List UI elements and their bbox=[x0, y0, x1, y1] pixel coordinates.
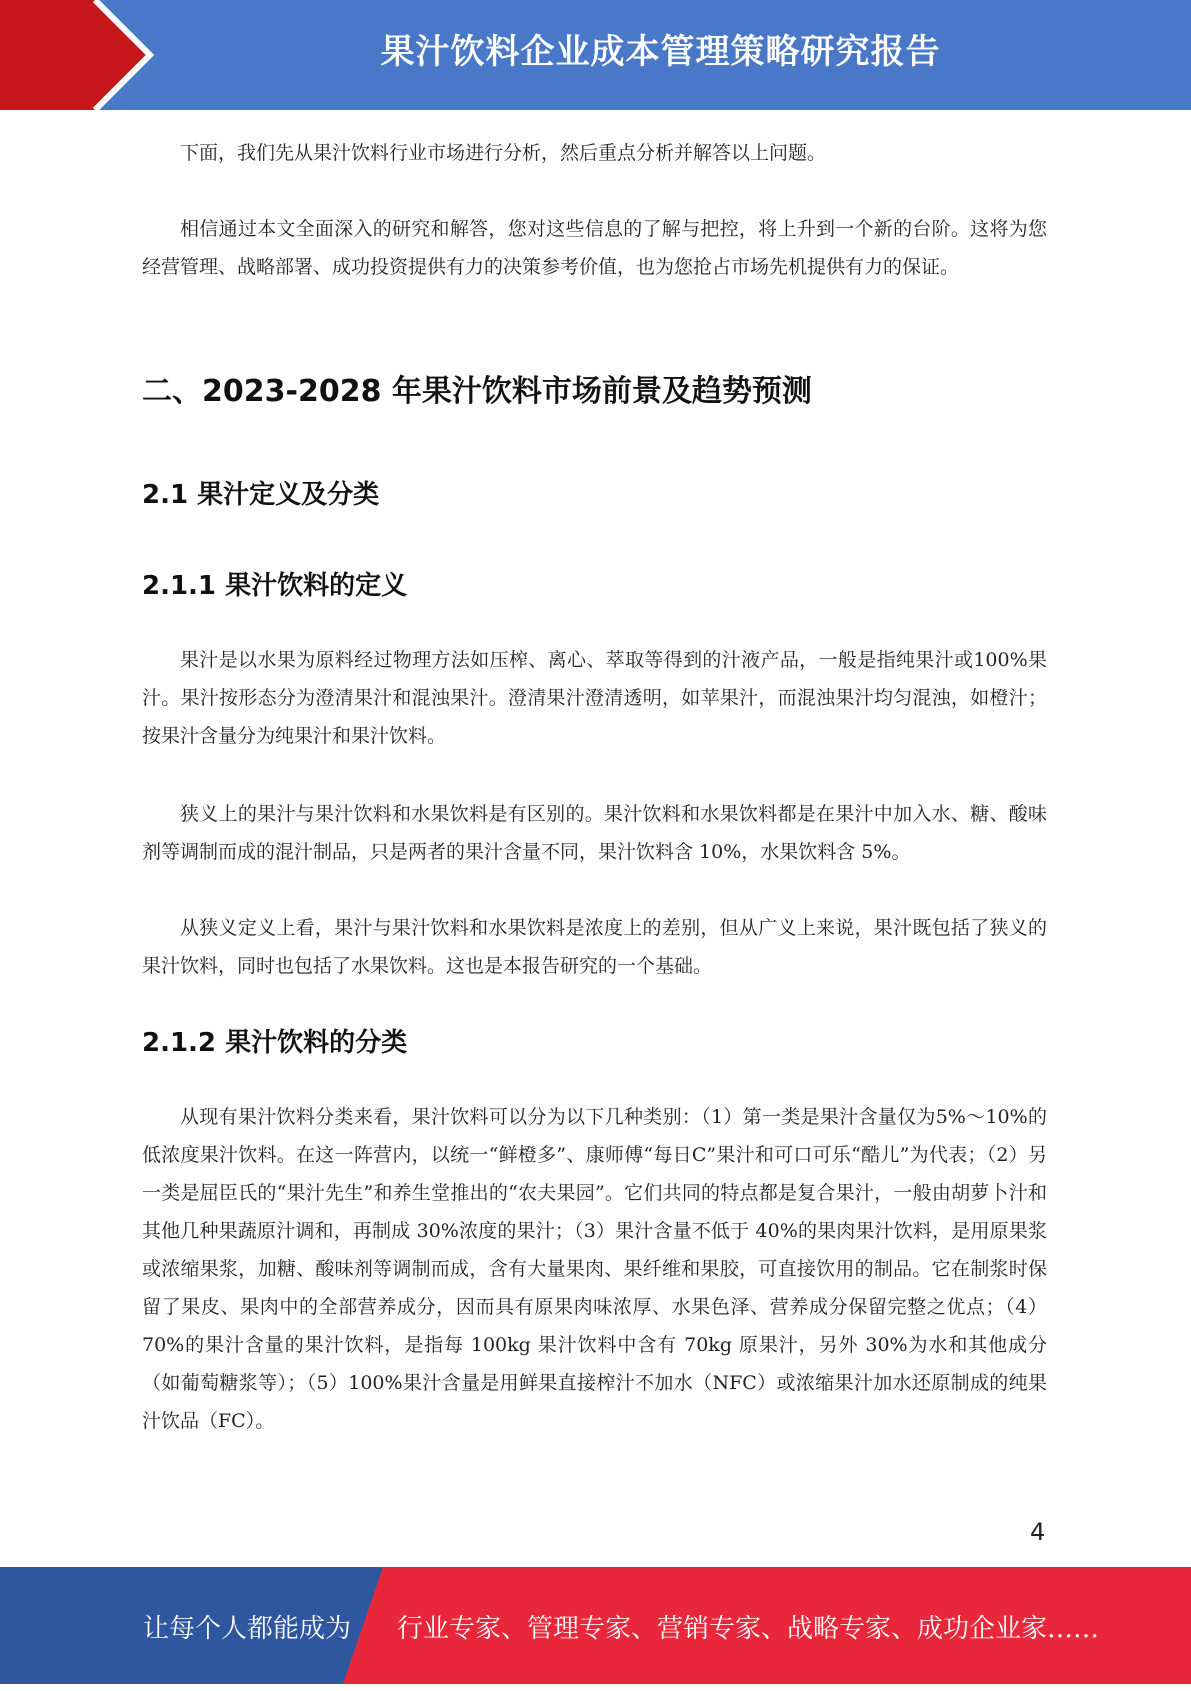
definition-block bbox=[142, 641, 1047, 755]
footer-slogan-left: 让每个人都能成为 bbox=[143, 1614, 352, 1644]
scope-block bbox=[142, 909, 1047, 985]
section-heading-2-1-1: 2.1.1 果汁饮料的定义 bbox=[142, 571, 408, 601]
header-banner bbox=[0, 0, 1191, 110]
paragraph-intro: 下面，我们先从果汁饮料行业市场进行分析，然后重点分析并解答以上问题。 bbox=[180, 142, 827, 164]
distinction-block bbox=[142, 795, 1047, 871]
classification-block bbox=[142, 1098, 1047, 1440]
paragraph-scope: 从狭义定义上看，果汁与果汁饮料和水果饮料是浓度上的差别，但从广义上来说，果汁既包括了狭义的果汁饮料，同时也包括了水果饮料。这也是本报告研究的一个基础。 bbox=[142, 917, 1047, 977]
paragraph-definition: 果汁是以水果为原料经过物理方法如压榨、离心、萃取等得到的汁液产品，一般是指纯果汁或100%果汁。果汁按形态分为澄清果汁和混浊果汁。澄清果汁澄清透明，如苹果汁，而混浊果汁均匀混浊，如橙汁；按果汁含量分为纯果汁和果汁饮料。 bbox=[142, 649, 1047, 747]
page-number: 4 bbox=[1030, 1518, 1046, 1546]
section-heading-2-1: 2.1 果汁定义及分类 bbox=[142, 480, 380, 510]
footer-banner bbox=[0, 1567, 1191, 1684]
footer-slogan-right: 行业专家、管理专家、营销专家、战略专家、成功企业家…… bbox=[397, 1614, 1100, 1644]
section-heading-2-1-2: 2.1.2 果汁饮料的分类 bbox=[142, 1028, 408, 1058]
section-heading-2: 二、2023-2028 年果汁饮料市场前景及趋势预测 bbox=[142, 374, 812, 409]
paragraph-value: 相信通过本文全面深入的研究和解答，您对这些信息的了解与把控，将上升到一个新的台阶。这将为您经营管理、战略部署、成功投资提供有力的决策参考价值，也为您抢占市场先机提供有力的保证。 bbox=[142, 218, 1047, 278]
intro-block bbox=[142, 134, 1047, 172]
paragraph-classification: 从现有果汁饮料分类来看，果汁饮料可以分为以下几种类别：（1）第一类是果汁含量仅为5%～10%的低浓度果汁饮料。在这一阵营内，以统一“鲜橙多”、康师傅“每日C”果汁和可口可乐“酷儿”为代表；（2）另一类是屈臣氏的“果汁先生”和养生堂推出的“农夫果园”。它们共同的特点都是复合果汁，一般由胡萝卜汁和其他几种果蔬原汁调和，再制成 30%浓度的果汁；（3）果汁含量不低于 40%的果肉果汁饮料，是用原果浆或浓缩果浆，加糖、酸味剂等调制而成，含有大量果肉、果纤维和果胶，可直接饮用的制品。它在制浆时保留了果皮、果肉中的全部营养成分，因而具有原果肉味浓厚、水果色泽、营养成分保留完整之优点；（4）70%的果汁含量的果汁饮料，是指每 100kg 果汁饮料中含有 70kg 原果汁，另外 30%为水和其他成分（如葡萄糖浆等）；（5）100%果汁含量是用鲜果直接榨汁不加水（NFC）或浓缩果汁加水还原制成的纯果汁饮品（FC）。 bbox=[142, 1106, 1047, 1432]
paragraph-distinction: 狭义上的果汁与果汁饮料和水果饮料是有区别的。果汁饮料和水果饮料都是在果汁中加入水、糖、酸味剂等调制而成的混汁制品，只是两者的果汁含量不同，果汁饮料含 10%，水果饮料含 5%。 bbox=[142, 803, 1047, 863]
intro-block-2 bbox=[142, 210, 1047, 286]
document-title: 果汁饮料企业成本管理策略研究报告 bbox=[380, 32, 941, 72]
